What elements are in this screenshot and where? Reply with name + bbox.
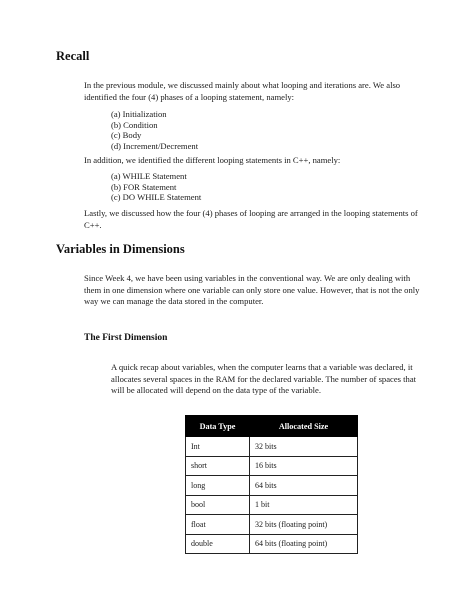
table-row [186,515,358,535]
table-cell: 64 bits [250,476,358,496]
table-cell: Int [186,437,250,457]
first-dimension-text: A quick recap about variables, when the computer learns that a variable was declared, it allocates several spaces in the RAM for the declared variable. The number of spaces that will be allocated will depend on the data type of the variable. [111,362,417,396]
dimensions-heading: Variables in Dimensions [56,242,185,256]
list-item: (a) WHILE Statement [111,171,187,181]
table-row [186,437,358,457]
list-item: (b) FOR Statement [111,181,177,192]
data-type-table [185,415,358,554]
table-header-row [186,416,358,437]
table-row [186,456,358,476]
table-cell: 32 bits [250,437,358,457]
table-cell: 1 bit [250,495,358,515]
statements-intro: In addition, we identified the different looping statements in C++, namely: [84,155,341,165]
list-item: (c) Body [111,130,142,140]
list-item: (c) DO WHILE Statement [111,192,202,202]
table-row [186,534,358,554]
table-cell: bool [186,495,250,515]
recall-heading: Recall [56,49,90,63]
recall-intro: In the previous module, we discussed mainly about what looping and iterations are. We also identified the four (4) phases of a looping statement, namely: [84,80,401,102]
list-item: (a) Initialization [111,109,167,119]
recall-lastly: Lastly, we discussed how the four (4) phases of looping are arranged in the looping statements of C++. [84,208,418,230]
column-header-data-type: Data Type [186,416,250,437]
phases-list [111,109,198,151]
list-item: (b) Condition [111,119,158,130]
table-cell: float [186,515,250,535]
list-item: (d) Increment/Decrement [111,140,199,151]
first-dimension-heading: The First Dimension [84,333,168,343]
table-cell: 32 bits (floating point) [250,515,358,535]
column-header-allocated-size: Allocated Size [250,416,358,437]
table-cell: 64 bits (floating point) [250,534,358,554]
table-row [186,476,358,496]
statements-list [111,171,201,203]
dimensions-intro: Since Week 4, we have been using variables in the conventional way. We are only dealing with them in one dimension where one variable can only store one value. However, that is not the only way we can manage the data stored in the computer. [84,273,420,307]
table-cell: long [186,476,250,496]
table-row [186,495,358,515]
table-cell: 16 bits [250,456,358,476]
table-cell: short [186,456,250,476]
table-cell: double [186,534,250,554]
